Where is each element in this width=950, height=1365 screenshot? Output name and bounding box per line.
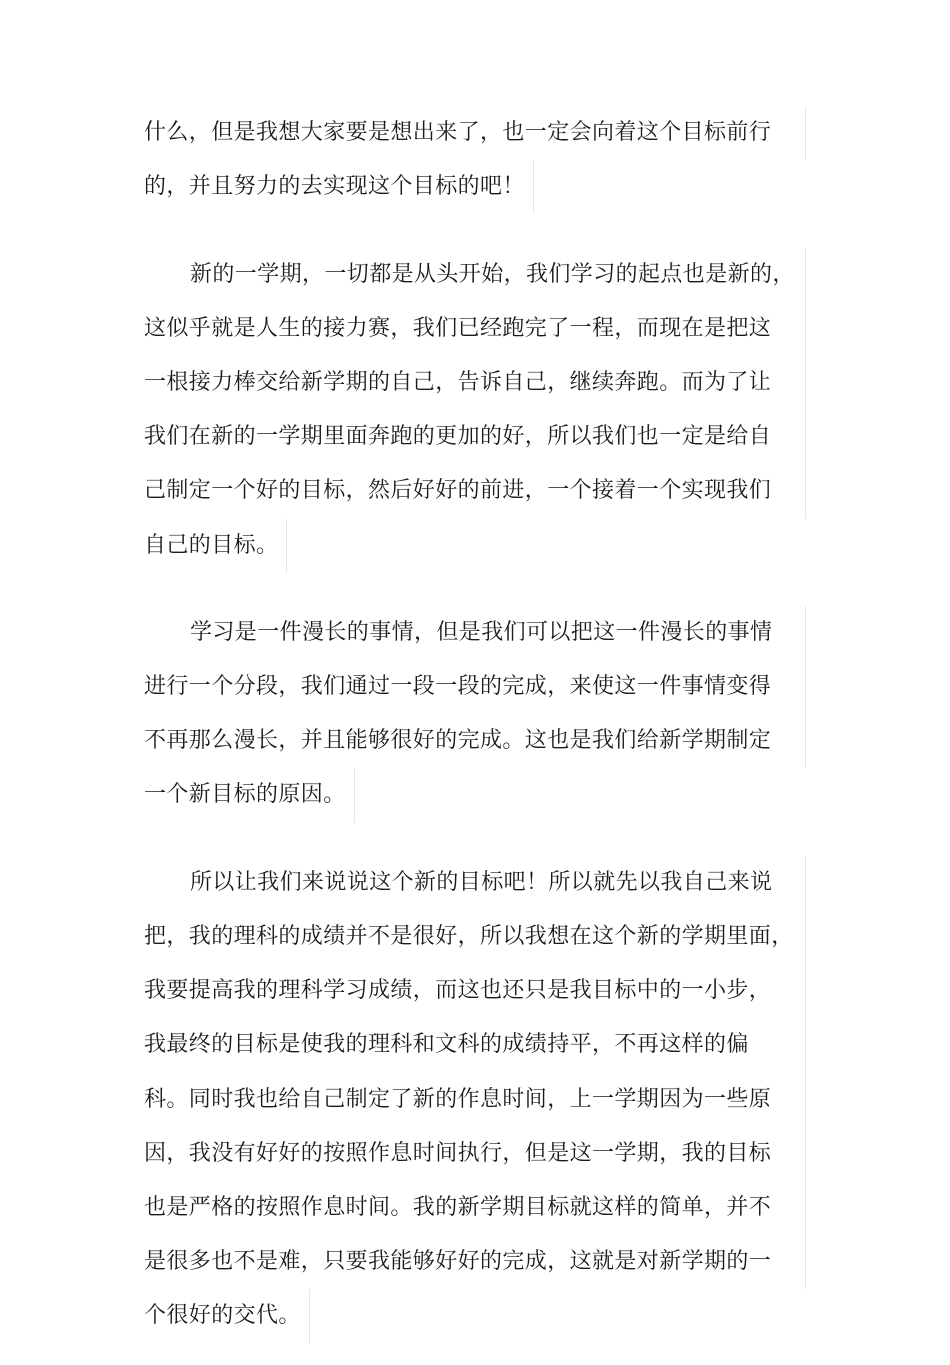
text-line: 我要提高我的理科学习成绩，而这也还只是我目标中的一小步， [144,964,806,1018]
text-line: 一个新目标的原因。 [144,768,355,822]
paragraph-spacer [144,236,806,248]
paragraph-4 [144,856,806,1365]
text-line: 新的一学期，一切都是从头开始，我们学习的起点也是新的， [144,248,806,302]
paragraph-3 [144,606,806,844]
text-line: 进行一个分段，我们通过一段一段的完成，来使这一件事情变得 [144,660,806,714]
text-line: 一根接力棒交给新学期的自己，告诉自己，继续奔跑。而为了让 [144,356,806,410]
text-line: 这似乎就是人生的接力赛，我们已经跑完了一程，而现在是把这 [144,302,806,356]
text-line: 我们在新的一学期里面奔跑的更加的好，所以我们也一定是给自 [144,410,806,464]
text-line: 不再那么漫长，并且能够很好的完成。这也是我们给新学期制定 [144,714,806,768]
text-line: 因，我没有好好的按照作息时间执行，但是这一学期，我的目标 [144,1127,806,1181]
text-line: 科。同时我也给自己制定了新的作息时间，上一学期因为一些原 [144,1073,806,1127]
text-line: 己制定一个好的目标，然后好好的前进，一个接着一个实现我们 [144,464,806,518]
text-line: 所以让我们来说说这个新的目标吧！所以就先以我自己来说 [144,856,806,910]
text-line: 把，我的理科的成绩并不是很好，所以我想在这个新的学期里面， [144,910,806,964]
paragraph-1 [144,106,806,236]
paragraph-spacer [144,594,806,606]
text-line: 什么，但是我想大家要是想出来了，也一定会向着这个目标前行 [144,106,806,160]
paragraph-spacer [144,844,806,856]
document-body [144,106,806,1365]
text-line: 个很好的交代。 [144,1289,310,1343]
text-line: 我最终的目标是使我的理科和文科的成绩持平，不再这样的偏 [144,1018,806,1072]
text-line: 学习是一件漫长的事情，但是我们可以把这一件漫长的事情 [144,606,806,660]
text-line: 的，并且努力的去实现这个目标的吧！ [144,160,534,214]
text-line: 自己的目标。 [144,519,287,573]
text-line: 是很多也不是难，只要我能够好好的完成，这就是对新学期的一 [144,1235,806,1289]
paragraph-2 [144,248,806,594]
text-line: 也是严格的按照作息时间。我的新学期目标就这样的简单，并不 [144,1181,806,1235]
